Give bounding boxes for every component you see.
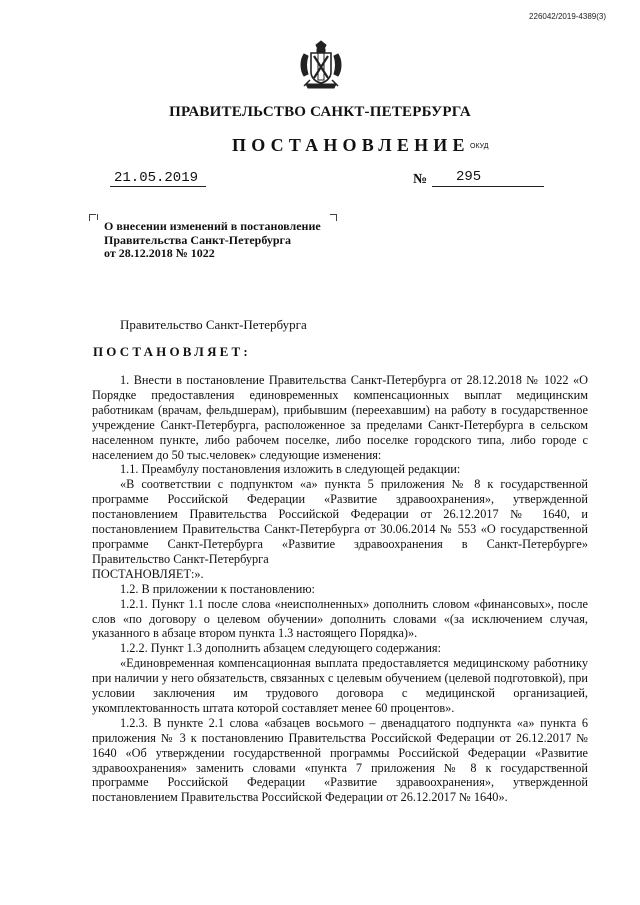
decree-subject: [104, 220, 344, 261]
coat-of-arms-icon: [298, 40, 344, 90]
postanovlyaet-heading: ПОСТАНОВЛЯЕТ:: [93, 344, 251, 359]
decree-body: [92, 373, 588, 805]
paragraph: 1.1. Преамбулу постановления изложить в следующей редакции:: [120, 462, 461, 477]
decree-number: 295: [456, 169, 482, 185]
number-underline: [432, 186, 544, 187]
paragraph: «Единовременная компенсационная выплата предоставляется медицинскому работнику при наличии у него обязательств, связанных с целевым обучением (целевой подготовкой), при условии заключения им трудового договора с медицинской организацией, укомплектованность штата которой составляет менее 60 процентов».: [92, 656, 588, 715]
paragraph: 1.2.2. Пункт 1.3 дополнить абзацем следующего содержания:: [120, 641, 441, 656]
decree-title: ПОСТАНОВЛЕНИЕ: [232, 135, 470, 155]
paragraph: 1.2. В приложении к постановлению:: [120, 581, 315, 596]
paragraph: «В соответствии с подпунктом «а» пункта 5 приложения № 8 к государственной программе Российской Федерации «Развитие здравоохранения», утвержденной постановлением Правительства Российской Федерации от 26.12.2017 № 1640, и постановлением Правительства Санкт-Петербурга от 30.06.2014 № 553 «О государственной программе Санкт-Петербурга «Развитие здравоохранения в Санкт-Петербурге» Правительство Санкт-Петербурга: [92, 477, 588, 566]
number-label: №: [413, 172, 428, 187]
subject-line: от 28.12.2018 № 1022: [104, 246, 215, 260]
paragraph: ПОСТАНОВЛЯЕТ:».: [92, 566, 204, 581]
intro-text: Правительство Санкт-Петербурга: [120, 317, 307, 332]
government-name: ПРАВИТЕЛЬСТВО САНКТ-ПЕТЕРБУРГА: [169, 104, 471, 120]
decree-date: 21.05.2019: [110, 170, 206, 187]
paragraph: 1. Внести в постановление Правительства Санкт-Петербурга от 28.12.2018 № 1022 «О Порядке предоставления единовременных компенсационных выплат медицинским работникам (врачам, фельдшерам), прибывшим (переехавшим) на работу в государственное учреждение Санкт-Петербурга, расположенное за пределами Санкт-Петербурга в сельском населенном пункте, либо рабочем поселке, либо поселке городского типа, либо городе с населением до 50 тыс.человек» следующие изменения:: [92, 373, 588, 462]
paragraph: 1.2.3. В пункте 2.1 слова «абзацев восьмого – двенадцатого подпункта «а» пункта 6 приложения № 3 к постановлению Правительства Российской Федерации от 26.12.2017 № 1640 «Об утверждении государственной программы Российской Федерации «Развитие здравоохранения» заменить словами «пункта 7 приложения № 8 к государственной программе Российской Федерации «Развитие здравоохранения», утвержденной постановлением Правительства Российской Федерации от 26.12.2017 № 1640».: [92, 715, 588, 805]
paragraph: 1.2.1. Пункт 1.1 после слова «неисполненных» дополнить словом «финансовых», после слов «по договору о целевом обучении» дополнить словами «(за исключением случая, указанного в абзаце втором пункта 1.3 настоящего Порядка)».: [92, 596, 588, 641]
document-registration-number: 226042/2019-4389(3): [529, 12, 606, 21]
subject-bracket-left-tick: [97, 214, 98, 220]
subject-bracket-left: [89, 214, 96, 221]
okud-label: ОКУД: [470, 143, 489, 150]
subject-line: Правительства Санкт-Петербурга: [104, 232, 292, 247]
subject-line: О внесении изменений в постановление: [104, 219, 321, 233]
